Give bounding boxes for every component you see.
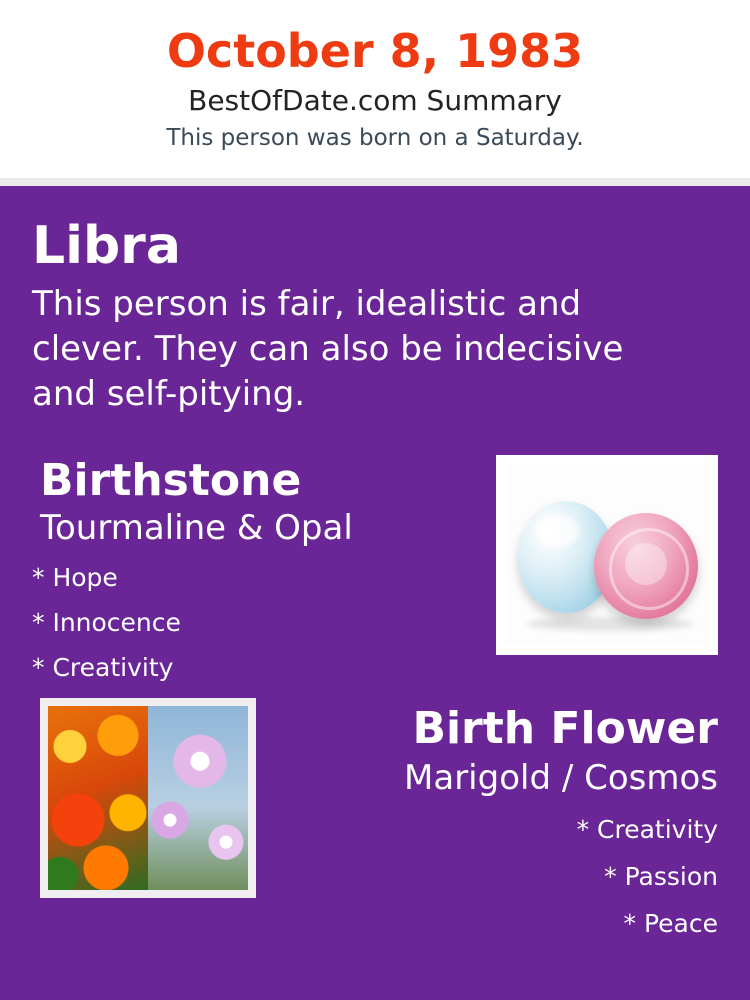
birth-flower-image: [40, 698, 256, 898]
zodiac-sign-title: Libra: [32, 216, 181, 276]
list-item: * Creativity: [576, 815, 718, 844]
header-divider: [0, 178, 750, 186]
cosmos-photo: [148, 706, 248, 890]
birthstone-section: [32, 455, 718, 690]
birth-day-note: This person was born on a Saturday.: [166, 125, 584, 151]
birthstone-image-inner: [506, 465, 708, 645]
birth-flower-section: [32, 698, 718, 968]
tourmaline-gem-icon: [594, 513, 698, 619]
birth-flower-trait-list: [258, 806, 718, 947]
gem-shadow: [526, 617, 694, 631]
list-item: * Passion: [604, 862, 718, 891]
site-summary-label: BestOfDate.com Summary: [188, 84, 562, 117]
list-item: * Hope: [32, 563, 118, 592]
list-item: * Peace: [623, 909, 718, 938]
header: [0, 0, 750, 178]
birth-flower-title: Birth Flower: [412, 703, 718, 754]
list-item: * Innocence: [32, 608, 181, 637]
marigold-photo: [48, 706, 148, 890]
birthstone-names: Tourmaline & Opal: [40, 508, 353, 548]
details-panel: [0, 186, 750, 1000]
birth-flower-image-inner: [48, 706, 248, 890]
birth-flower-names: Marigold / Cosmos: [404, 758, 718, 798]
birthstone-title: Birthstone: [40, 455, 302, 506]
page-title: October 8, 1983: [166, 24, 584, 78]
zodiac-description: This person is fair, idealistic and clever. They can also be indecisive and self-pitying.: [32, 284, 624, 414]
list-item: * Creativity: [32, 653, 174, 682]
birthstone-image: [496, 455, 718, 655]
birth-flower-text: [258, 702, 718, 947]
